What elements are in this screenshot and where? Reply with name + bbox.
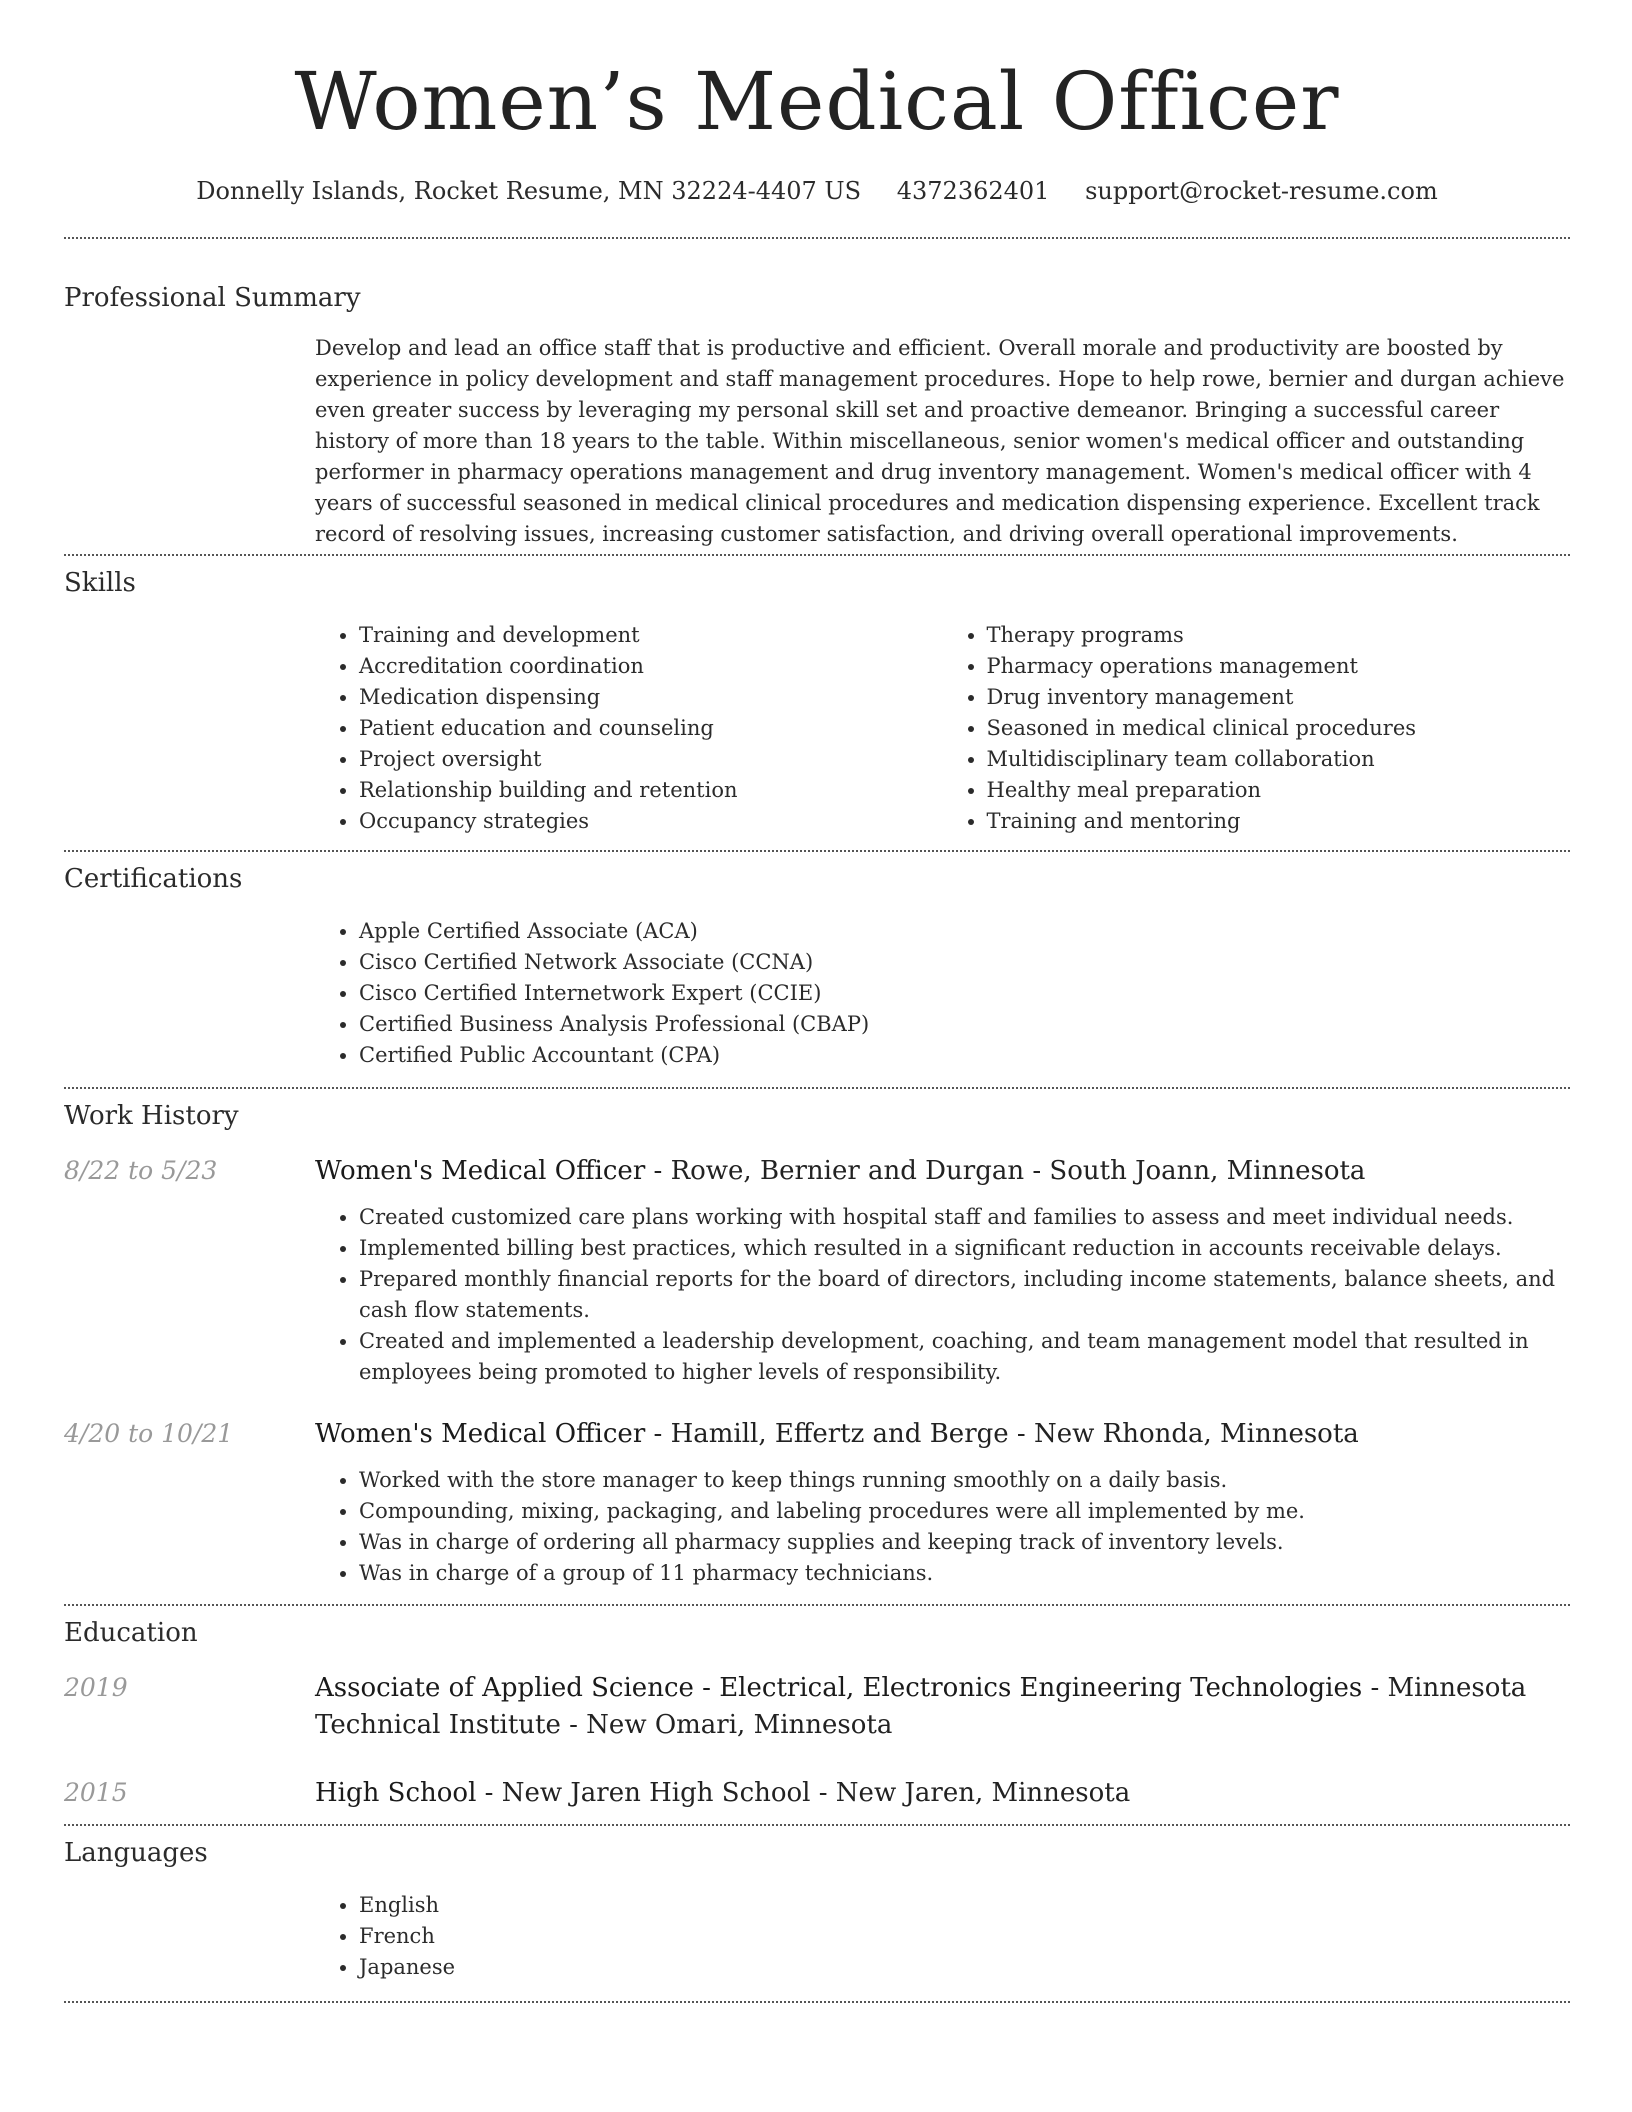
skill-item: • Training and development <box>359 620 943 651</box>
skill-item: • Accreditation coordination <box>359 651 943 682</box>
certifications-section <box>64 852 1570 1071</box>
skill-item: • Multidisciplinary team collaboration <box>987 744 1571 775</box>
certification-item: • Certified Public Accountant (CPA) <box>359 1040 1570 1071</box>
skills-section <box>64 556 1570 837</box>
skill-item: • Healthy meal preparation <box>987 775 1571 806</box>
job-entry <box>64 1153 1570 1388</box>
job-bullet: • Created and implemented a leadership development, coaching, and team management model that resulted in employees being promoted to higher levels of responsibility. <box>359 1326 1570 1388</box>
summary-section <box>64 239 1570 550</box>
contact-phone: 4372362401 <box>896 177 1050 205</box>
contact-address: Donnelly Islands, Rocket Resume, MN 32224-4407 US <box>196 177 862 205</box>
summary-text: Develop and lead an office staff that is productive and efficient. Overall morale and productivity are boosted by experience in policy development and staff management procedures. Hope to help rowe, bernier and durgan achieve even greater success by leveraging my personal skill set and proactive demeanor. Bringing a successful career history of more than 18 years to the table. Within miscellaneous, senior women's medical officer and outstanding performer in pharmacy operations management and drug inventory management. Women's medical officer with 4 years of successful seasoned in medical clinical procedures and medication dispensing experience. Excellent track record of resolving issues, increasing customer satisfaction, and driving overall operational improvements. <box>315 336 1565 546</box>
skill-item: • Pharmacy operations management <box>987 651 1571 682</box>
education-entry <box>64 1775 1570 1812</box>
job-title <box>315 1416 1570 1453</box>
job-role: Women's Medical Officer <box>315 1419 646 1449</box>
certification-item: • Apple Certified Associate (ACA) <box>359 916 1570 947</box>
education-title <box>315 1670 1570 1744</box>
job-bullet: • Created customized care plans working with hospital staff and families to assess and meet individual needs. <box>359 1202 1570 1233</box>
job-entry <box>64 1416 1570 1589</box>
languages-heading: Languages <box>64 1838 208 1868</box>
skill-item: • Training and mentoring <box>987 806 1571 837</box>
languages-list <box>315 1890 1570 1983</box>
education-section <box>64 1606 1570 1812</box>
contact-email: support@rocket-resume.com <box>1085 177 1438 205</box>
education-heading: Education <box>64 1618 198 1648</box>
language-item: • English <box>359 1890 1570 1921</box>
job-bullet: • Worked with the store manager to keep things running smoothly on a daily basis. <box>359 1465 1570 1496</box>
education-degree: High School <box>315 1778 477 1808</box>
skill-item: • Seasoned in medical clinical procedures <box>987 713 1571 744</box>
education-degree: Associate of Applied Science - Electrical, Electronics Engineering Technologies <box>315 1673 1363 1703</box>
skill-item: • Medication dispensing <box>359 682 943 713</box>
certification-item: • Cisco Certified Network Associate (CCNA) <box>359 947 1570 978</box>
work-history-heading: Work History <box>64 1101 239 1131</box>
certification-item: • Cisco Certified Internetwork Expert (CCIE) <box>359 978 1570 1009</box>
job-role: Women's Medical Officer <box>315 1156 646 1186</box>
skill-item: • Project oversight <box>359 744 943 775</box>
job-bullet: • Was in charge of ordering all pharmacy supplies and keeping track of inventory levels. <box>359 1527 1570 1558</box>
skill-item: • Drug inventory management <box>987 682 1571 713</box>
divider <box>64 2001 1570 2003</box>
language-item: • Japanese <box>359 1952 1570 1983</box>
language-item: • French <box>359 1921 1570 1952</box>
skill-item: • Relationship building and retention <box>359 775 943 806</box>
job-bullets <box>315 1465 1570 1589</box>
job-bullet: • Was in charge of a group of 11 pharmacy technicians. <box>359 1558 1570 1589</box>
education-entry <box>64 1670 1570 1744</box>
work-history-section <box>64 1089 1570 1589</box>
education-title <box>315 1775 1570 1812</box>
job-bullet: • Implemented billing best practices, which resulted in a significant reduction in accounts receivable delays. <box>359 1233 1570 1264</box>
skills-list-left <box>315 620 943 837</box>
education-year: 2015 <box>64 1778 128 1807</box>
skills-list-right <box>943 620 1571 837</box>
summary-heading: Professional Summary <box>64 283 361 313</box>
contact-line <box>64 174 1570 208</box>
skills-heading: Skills <box>64 568 136 598</box>
job-dates: 4/20 to 10/21 <box>64 1419 234 1448</box>
education-school: - Minnesota Technical Institute - New Omari, Minnesota <box>315 1673 1527 1740</box>
skill-item: • Therapy programs <box>987 620 1571 651</box>
education-year: 2019 <box>64 1673 128 1702</box>
candidate-name: Women’s Medical Officer <box>294 55 1340 148</box>
education-school: - New Jaren High School - New Jaren, Minnesota <box>476 1778 1131 1808</box>
job-bullet: • Prepared monthly financial reports for the board of directors, including income statements, balance sheets, and cash flow statements. <box>359 1264 1570 1326</box>
skill-item: • Patient education and counseling <box>359 713 943 744</box>
languages-section <box>64 1826 1570 1983</box>
job-employer: - Hamill, Effertz and Berge - New Rhonda, Minnesota <box>645 1419 1359 1449</box>
job-employer: - Rowe, Bernier and Durgan - South Joann, Minnesota <box>645 1156 1366 1186</box>
resume-page <box>64 0 1570 2003</box>
job-bullet: • Compounding, mixing, packaging, and labeling procedures were all implemented by me. <box>359 1496 1570 1527</box>
certifications-heading: Certifications <box>64 864 243 894</box>
job-bullets <box>315 1202 1570 1388</box>
job-dates: 8/22 to 5/23 <box>64 1156 218 1185</box>
skill-item: • Occupancy strategies <box>359 806 943 837</box>
certifications-list <box>315 916 1570 1071</box>
certification-item: • Certified Business Analysis Professional (CBAP) <box>359 1009 1570 1040</box>
job-title <box>315 1153 1570 1190</box>
